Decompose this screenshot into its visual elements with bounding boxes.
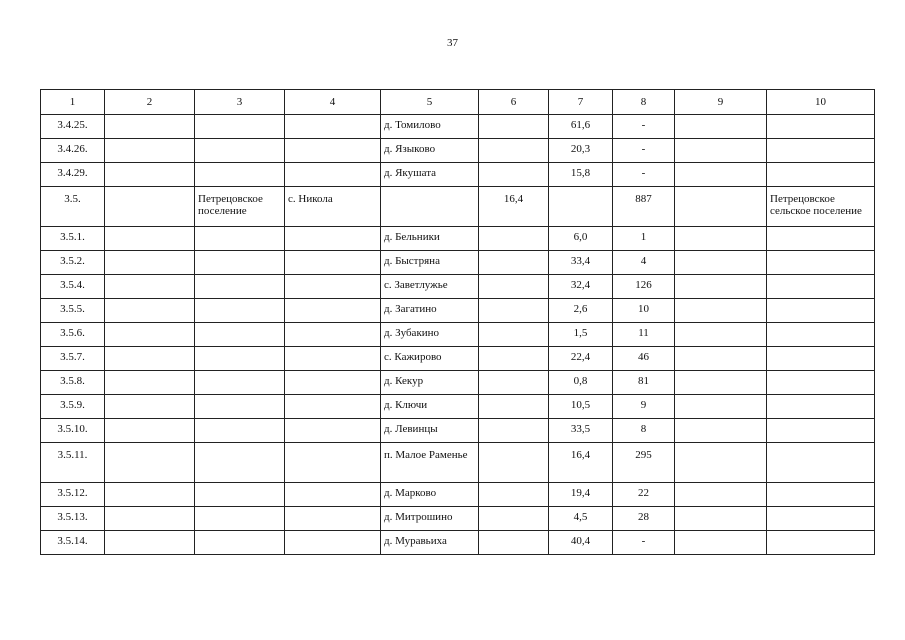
cell-col-9 xyxy=(675,371,767,395)
cell-settlement-district xyxy=(195,115,285,139)
cell-col-2 xyxy=(105,483,195,507)
table-row xyxy=(41,227,875,251)
cell-settlement-district xyxy=(195,139,285,163)
cell-col-9 xyxy=(675,531,767,555)
cell-col-7-value: 32,4 xyxy=(549,275,613,299)
cell-col-6-value xyxy=(479,507,549,531)
table-row xyxy=(41,115,875,139)
table-row xyxy=(41,275,875,299)
cell-col-2 xyxy=(105,323,195,347)
cell-item-number: 3.5.11. xyxy=(41,443,105,483)
column-header-5: 5 xyxy=(381,90,479,115)
cell-col-2 xyxy=(105,251,195,275)
cell-settlement-district xyxy=(195,483,285,507)
cell-col-2 xyxy=(105,371,195,395)
cell-admin-center xyxy=(285,419,381,443)
cell-settlement-district xyxy=(195,275,285,299)
cell-col-9 xyxy=(675,139,767,163)
cell-item-number: 3.5.5. xyxy=(41,299,105,323)
cell-col-6-value xyxy=(479,419,549,443)
cell-municipality xyxy=(767,443,875,483)
table-row xyxy=(41,395,875,419)
cell-col-7-value: 2,6 xyxy=(549,299,613,323)
cell-admin-center xyxy=(285,347,381,371)
cell-col-7-value: 6,0 xyxy=(549,227,613,251)
cell-col-9 xyxy=(675,507,767,531)
cell-municipality xyxy=(767,163,875,187)
table-row xyxy=(41,419,875,443)
cell-col-7-value: 33,5 xyxy=(549,419,613,443)
cell-admin-center xyxy=(285,299,381,323)
cell-locality-name: с. Заветлужье xyxy=(381,275,479,299)
page-number: 37 xyxy=(447,37,458,49)
cell-item-number: 3.5.1. xyxy=(41,227,105,251)
cell-locality-name: д. Языково xyxy=(381,139,479,163)
cell-admin-center xyxy=(285,139,381,163)
cell-col-8-value: 11 xyxy=(613,323,675,347)
cell-col-9 xyxy=(675,347,767,371)
cell-item-number: 3.5.9. xyxy=(41,395,105,419)
cell-settlement-district xyxy=(195,299,285,323)
cell-col-2 xyxy=(105,419,195,443)
column-header-10: 10 xyxy=(767,90,875,115)
cell-col-9 xyxy=(675,299,767,323)
cell-col-8-value: - xyxy=(613,115,675,139)
cell-col-7-value: 61,6 xyxy=(549,115,613,139)
cell-admin-center xyxy=(285,483,381,507)
cell-col-9 xyxy=(675,187,767,227)
cell-col-7-value: 15,8 xyxy=(549,163,613,187)
table-row xyxy=(41,187,875,227)
table-row xyxy=(41,139,875,163)
cell-settlement-district xyxy=(195,507,285,531)
cell-col-8-value: 126 xyxy=(613,275,675,299)
cell-col-9 xyxy=(675,275,767,299)
cell-col-2 xyxy=(105,531,195,555)
cell-col-8-value: 887 xyxy=(613,187,675,227)
cell-item-number: 3.4.26. xyxy=(41,139,105,163)
cell-locality-name: д. Якушата xyxy=(381,163,479,187)
cell-settlement-district xyxy=(195,531,285,555)
cell-col-9 xyxy=(675,227,767,251)
cell-admin-center xyxy=(285,227,381,251)
cell-municipality: Петрецовское сельское поселение xyxy=(767,187,875,227)
cell-col-6-value xyxy=(479,531,549,555)
cell-col-6-value xyxy=(479,115,549,139)
cell-col-7-value: 33,4 xyxy=(549,251,613,275)
cell-locality-name: д. Бельники xyxy=(381,227,479,251)
cell-col-6-value xyxy=(479,323,549,347)
cell-col-2 xyxy=(105,395,195,419)
cell-col-9 xyxy=(675,163,767,187)
cell-col-8-value: - xyxy=(613,163,675,187)
cell-col-9 xyxy=(675,251,767,275)
cell-municipality xyxy=(767,275,875,299)
cell-item-number: 3.5.12. xyxy=(41,483,105,507)
table-row xyxy=(41,507,875,531)
cell-col-8-value: 4 xyxy=(613,251,675,275)
cell-col-9 xyxy=(675,419,767,443)
cell-col-6-value xyxy=(479,347,549,371)
cell-admin-center xyxy=(285,275,381,299)
cell-col-2 xyxy=(105,187,195,227)
cell-col-8-value: 1 xyxy=(613,227,675,251)
table-row xyxy=(41,299,875,323)
cell-municipality xyxy=(767,483,875,507)
cell-col-6-value xyxy=(479,443,549,483)
cell-admin-center xyxy=(285,395,381,419)
cell-col-2 xyxy=(105,299,195,323)
cell-settlement-district: Петрецовское поселение xyxy=(195,187,285,227)
cell-municipality xyxy=(767,251,875,275)
column-header-8: 8 xyxy=(613,90,675,115)
cell-settlement-district xyxy=(195,443,285,483)
cell-admin-center xyxy=(285,443,381,483)
cell-locality-name: д. Левинцы xyxy=(381,419,479,443)
cell-col-8-value: 22 xyxy=(613,483,675,507)
cell-item-number: 3.5.7. xyxy=(41,347,105,371)
cell-col-6-value: 16,4 xyxy=(479,187,549,227)
cell-item-number: 3.5.2. xyxy=(41,251,105,275)
cell-locality-name: д. Загатино xyxy=(381,299,479,323)
cell-item-number: 3.5.8. xyxy=(41,371,105,395)
cell-col-7-value: 4,5 xyxy=(549,507,613,531)
cell-col-7-value: 0,8 xyxy=(549,371,613,395)
cell-col-8-value: 46 xyxy=(613,347,675,371)
column-header-1: 1 xyxy=(41,90,105,115)
cell-admin-center xyxy=(285,251,381,275)
cell-col-7-value: 22,4 xyxy=(549,347,613,371)
table-body xyxy=(41,115,875,555)
column-header-4: 4 xyxy=(285,90,381,115)
cell-col-6-value xyxy=(479,139,549,163)
cell-col-6-value xyxy=(479,299,549,323)
cell-locality-name: п. Малое Раменье xyxy=(381,443,479,483)
cell-item-number: 3.5.6. xyxy=(41,323,105,347)
cell-col-7-value: 10,5 xyxy=(549,395,613,419)
cell-locality-name: д. Томилово xyxy=(381,115,479,139)
cell-col-2 xyxy=(105,115,195,139)
cell-col-6-value xyxy=(479,275,549,299)
cell-col-2 xyxy=(105,163,195,187)
cell-settlement-district xyxy=(195,371,285,395)
cell-locality-name: д. Кекур xyxy=(381,371,479,395)
cell-col-2 xyxy=(105,227,195,251)
cell-col-9 xyxy=(675,395,767,419)
cell-col-7-value: 1,5 xyxy=(549,323,613,347)
cell-col-6-value xyxy=(479,163,549,187)
cell-municipality xyxy=(767,371,875,395)
cell-col-9 xyxy=(675,323,767,347)
cell-col-6-value xyxy=(479,227,549,251)
cell-item-number: 3.5.10. xyxy=(41,419,105,443)
cell-municipality xyxy=(767,419,875,443)
cell-col-8-value: 8 xyxy=(613,419,675,443)
table-row xyxy=(41,443,875,483)
cell-admin-center xyxy=(285,531,381,555)
cell-admin-center xyxy=(285,323,381,347)
table-row xyxy=(41,323,875,347)
column-header-3: 3 xyxy=(195,90,285,115)
cell-col-2 xyxy=(105,507,195,531)
cell-col-6-value xyxy=(479,483,549,507)
cell-col-7-value: 19,4 xyxy=(549,483,613,507)
column-header-7: 7 xyxy=(549,90,613,115)
cell-admin-center xyxy=(285,507,381,531)
cell-item-number: 3.5.13. xyxy=(41,507,105,531)
cell-col-7-value xyxy=(549,187,613,227)
cell-col-9 xyxy=(675,115,767,139)
cell-municipality xyxy=(767,347,875,371)
cell-col-8-value: 10 xyxy=(613,299,675,323)
cell-col-8-value: - xyxy=(613,531,675,555)
cell-col-6-value xyxy=(479,395,549,419)
cell-col-2 xyxy=(105,139,195,163)
cell-municipality xyxy=(767,531,875,555)
cell-settlement-district xyxy=(195,395,285,419)
cell-municipality xyxy=(767,323,875,347)
column-header-9: 9 xyxy=(675,90,767,115)
cell-col-8-value: 81 xyxy=(613,371,675,395)
table-row xyxy=(41,483,875,507)
cell-item-number: 3.5.14. xyxy=(41,531,105,555)
table-row xyxy=(41,371,875,395)
cell-locality-name: д. Зубакино xyxy=(381,323,479,347)
table-row xyxy=(41,163,875,187)
cell-locality-name: д. Муравьиха xyxy=(381,531,479,555)
cell-col-7-value: 40,4 xyxy=(549,531,613,555)
cell-settlement-district xyxy=(195,323,285,347)
cell-locality-name xyxy=(381,187,479,227)
cell-item-number: 3.4.25. xyxy=(41,115,105,139)
cell-col-2 xyxy=(105,443,195,483)
cell-locality-name: д. Быстряна xyxy=(381,251,479,275)
cell-settlement-district xyxy=(195,163,285,187)
cell-settlement-district xyxy=(195,419,285,443)
cell-col-6-value xyxy=(479,371,549,395)
cell-municipality xyxy=(767,227,875,251)
cell-col-7-value: 20,3 xyxy=(549,139,613,163)
cell-item-number: 3.5.4. xyxy=(41,275,105,299)
cell-locality-name: д. Марково xyxy=(381,483,479,507)
table-row xyxy=(41,347,875,371)
table-row xyxy=(41,531,875,555)
cell-col-2 xyxy=(105,275,195,299)
cell-col-2 xyxy=(105,347,195,371)
cell-item-number: 3.5. xyxy=(41,187,105,227)
cell-locality-name: с. Кажирово xyxy=(381,347,479,371)
cell-admin-center: с. Никола xyxy=(285,187,381,227)
cell-col-8-value: 295 xyxy=(613,443,675,483)
cell-col-6-value xyxy=(479,251,549,275)
column-header-6: 6 xyxy=(479,90,549,115)
cell-col-9 xyxy=(675,443,767,483)
cell-col-9 xyxy=(675,483,767,507)
cell-locality-name: д. Митрошино xyxy=(381,507,479,531)
cell-col-8-value: 28 xyxy=(613,507,675,531)
column-header-2: 2 xyxy=(105,90,195,115)
cell-settlement-district xyxy=(195,251,285,275)
cell-settlement-district xyxy=(195,347,285,371)
cell-admin-center xyxy=(285,371,381,395)
table-row xyxy=(41,251,875,275)
cell-col-7-value: 16,4 xyxy=(549,443,613,483)
cell-admin-center xyxy=(285,115,381,139)
cell-settlement-district xyxy=(195,227,285,251)
cell-col-8-value: 9 xyxy=(613,395,675,419)
cell-municipality xyxy=(767,507,875,531)
cell-admin-center xyxy=(285,163,381,187)
cell-municipality xyxy=(767,299,875,323)
cell-locality-name: д. Ключи xyxy=(381,395,479,419)
cell-municipality xyxy=(767,395,875,419)
table-header-row xyxy=(41,90,875,115)
cell-municipality xyxy=(767,115,875,139)
cell-item-number: 3.4.29. xyxy=(41,163,105,187)
cell-municipality xyxy=(767,139,875,163)
settlements-table xyxy=(40,89,875,555)
cell-col-8-value: - xyxy=(613,139,675,163)
